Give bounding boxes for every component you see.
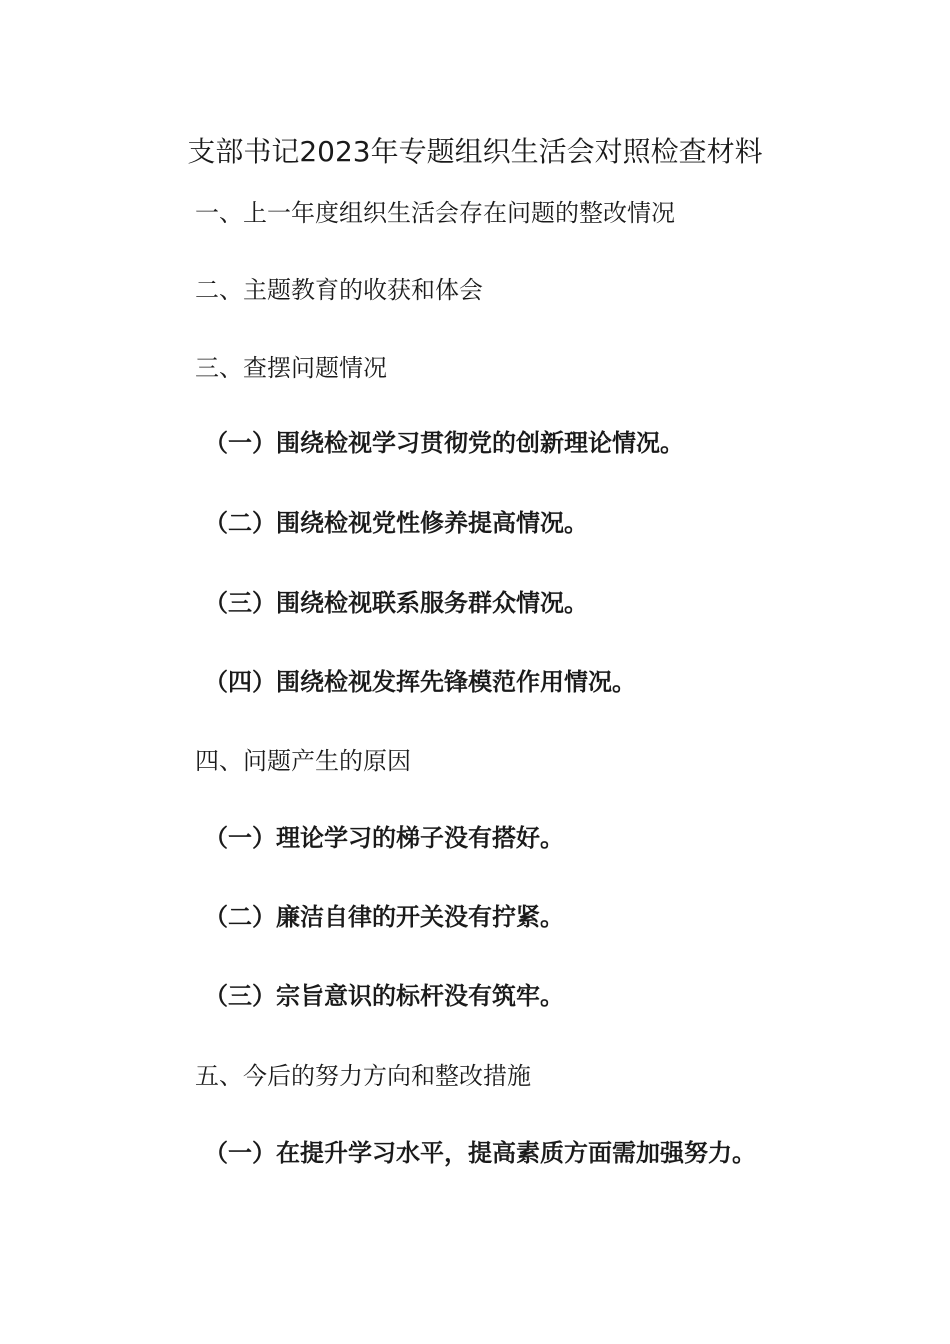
subsection-item: （一）围绕检视学习贯彻党的创新理论情况。	[204, 429, 684, 457]
subsection-item: （一）理论学习的梯子没有搭好。	[204, 824, 564, 852]
section-heading-2: 二、主题教育的收获和体会	[195, 276, 483, 304]
subsection-item: （三）宗旨意识的标杆没有筑牢。	[204, 982, 564, 1010]
section-heading-4: 四、问题产生的原因	[195, 747, 411, 775]
subsection-item: （二）廉洁自律的开关没有拧紧。	[204, 903, 564, 931]
document-title: 支部书记2023年专题组织生活会对照检查材料	[187, 135, 763, 168]
subsection-item: （三）围绕检视联系服务群众情况。	[204, 589, 588, 617]
section-heading-3: 三、查摆问题情况	[195, 354, 387, 382]
section-heading-5: 五、今后的努力方向和整改措施	[195, 1062, 531, 1090]
subsection-item: （四）围绕检视发挥先锋模范作用情况。	[204, 668, 636, 696]
subsection-item: （二）围绕检视党性修养提高情况。	[204, 509, 588, 537]
subsection-item: （一）在提升学习水平，提高素质方面需加强努力。	[204, 1139, 756, 1167]
section-heading-1: 一、上一年度组织生活会存在问题的整改情况	[195, 199, 675, 227]
